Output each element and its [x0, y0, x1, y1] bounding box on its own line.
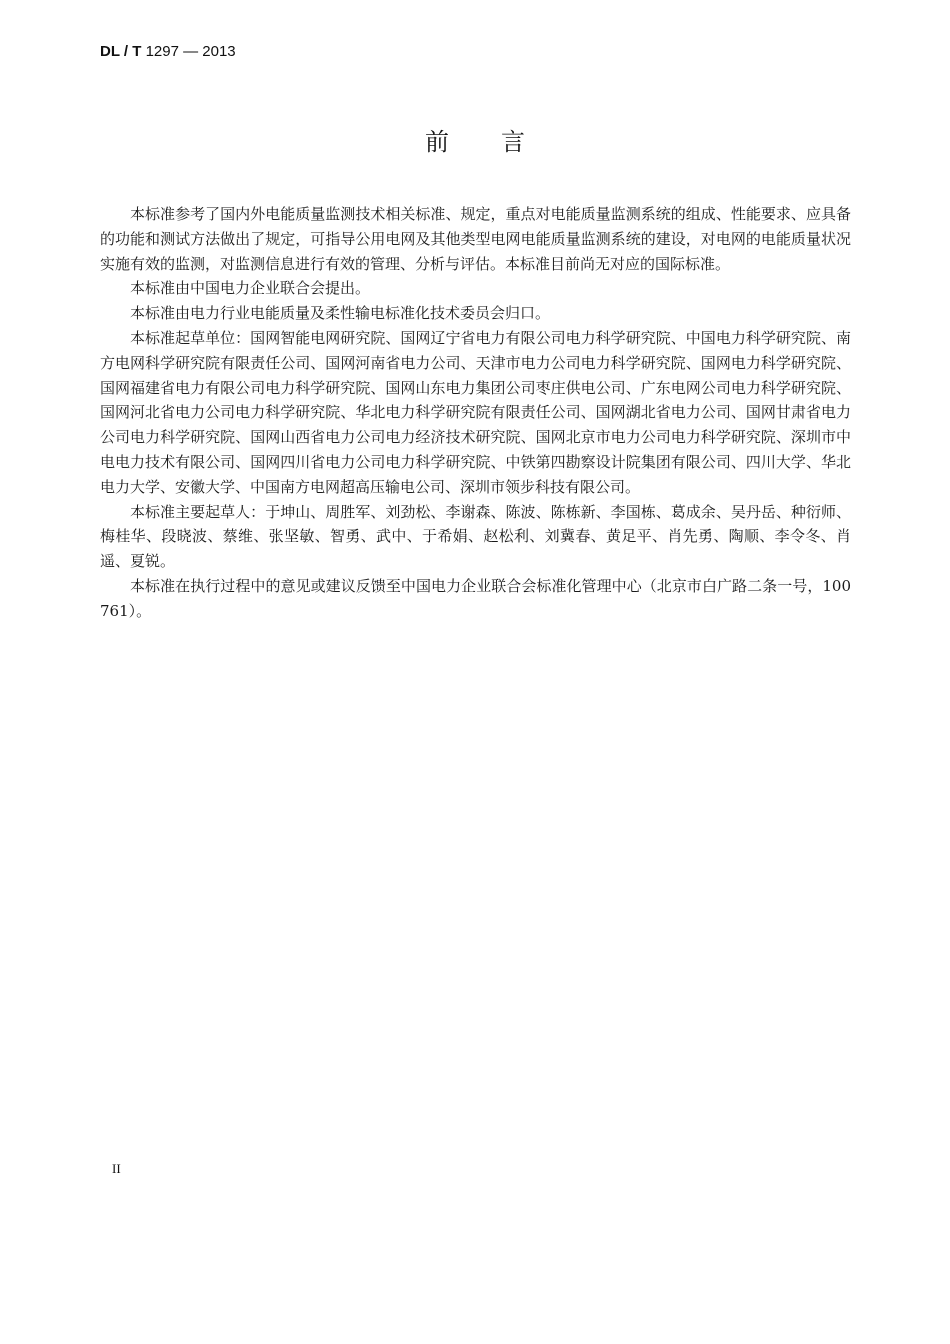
paragraph-proposed-by: 本标准由中国电力企业联合会提出。 [130, 279, 371, 298]
paragraph-feedback: 本标准在执行过程中的意见或建议反馈至中国电力企业联合会标准化管理中心（北京市白广路二条一号，100761）。 [100, 576, 851, 620]
paragraph-drafting-units: 本标准起草单位：国网智能电网研究院、国网辽宁省电力有限公司电力科学研究院、中国电力科学研究院、南方电网科学研究院有限责任公司、国网河南省电力公司、天津市电力公司电力科学研究院、国网电力科学研究院、国网福建省电力有限公司电力科学研究院、国网山东电力集团公司枣庄供电公司、广东电网公司电力科学研究院、国网河北省电力公司电力科学研究院、华北电力科学研究院有限责任公司、国网湖北省电力公司、国网甘肃省电力公司电力科学研究院、国网山西省电力公司电力经济技术研究院、国网北京市电力公司电力科学研究院、深圳市中电电力技术有限公司、国网四川省电力公司电力科学研究院、中铁第四勘察设计院集团有限公司、四川大学、华北电力大学、安徽大学、中国南方电网超高压输电公司、深圳市领步科技有限公司。 [100, 328, 851, 496]
page-title: 前言 [425, 128, 577, 156]
standard-prefix: DL / T [100, 43, 142, 60]
foreword-body [100, 202, 851, 624]
standard-number: 1297 — 2013 [145, 43, 236, 60]
paragraph-drafters: 本标准主要起草人：于坤山、周胜军、刘劲松、李谢森、陈波、陈栋新、李国栋、葛成余、吴丹岳、种衍师、梅桂华、段晓波、蔡维、张坚敏、智勇、武中、于希娟、赵松利、刘冀春、黄足平、肖先勇、陶顺、李令冬、肖遥、夏锐。 [100, 502, 851, 571]
page-number: II [112, 1161, 121, 1176]
standard-code [100, 43, 236, 60]
paragraph-scope: 本标准参考了国内外电能质量监测技术相关标准、规定，重点对电能质量监测系统的组成、性能要求、应具备的功能和测试方法做出了规定，可指导公用电网及其他类型电网电能质量监测系统的建设，对电网的电能质量状况实施有效的监测，对监测信息进行有效的管理、分析与评估。本标准目前尚无对应的国际标准。 [100, 205, 851, 273]
paragraph-managed-by: 本标准由电力行业电能质量及柔性输电标准化技术委员会归口。 [130, 304, 551, 323]
